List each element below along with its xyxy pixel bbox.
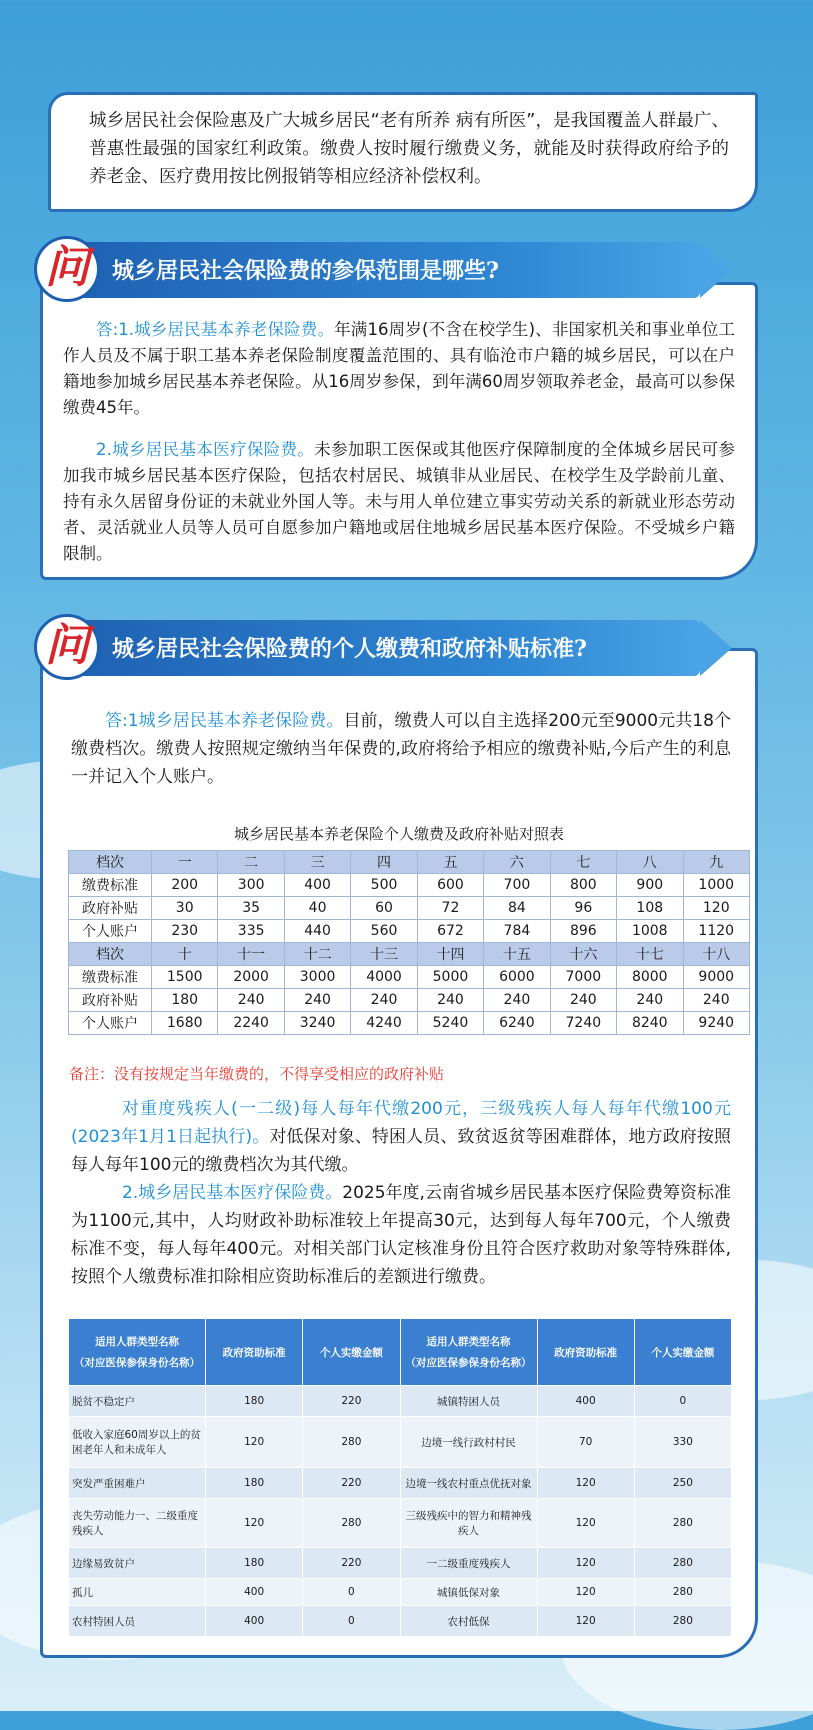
table-cell: 二 <box>218 851 284 874</box>
row-label: 档次 <box>69 943 152 966</box>
table-cell: 2240 <box>218 1012 284 1035</box>
table-cell: 240 <box>351 989 417 1012</box>
table-cell: 1008 <box>617 920 683 943</box>
table-cell: 330 <box>634 1417 731 1468</box>
table-cell: 672 <box>417 920 483 943</box>
table-cell: 四 <box>351 851 417 874</box>
header-cell: 政府资助标准 <box>537 1319 634 1386</box>
table-cell: 8000 <box>617 966 683 989</box>
table-cell: 三 <box>284 851 350 874</box>
pension-table-title: 城乡居民基本养老保险个人缴费及政府补贴对照表 <box>233 825 564 843</box>
table-cell: 220 <box>303 1386 400 1417</box>
table-cell: 7240 <box>550 1012 616 1035</box>
row-label: 缴费标准 <box>69 874 152 897</box>
table-cell: 120 <box>206 1499 303 1548</box>
table-cell: 280 <box>634 1548 731 1579</box>
table-cell: 108 <box>617 897 683 920</box>
table-cell: 240 <box>218 989 284 1012</box>
table-cell: 120 <box>537 1579 634 1606</box>
table-cell: 84 <box>484 897 550 920</box>
intro-box <box>48 92 758 212</box>
table-cell: 1680 <box>152 1012 218 1035</box>
table-header-row <box>69 1319 732 1386</box>
table-cell: 0 <box>303 1606 400 1637</box>
table-cell: 6240 <box>484 1012 550 1035</box>
table-cell: 300 <box>218 874 284 897</box>
table-cell: 1000 <box>683 874 750 897</box>
table-cell: 十三 <box>351 943 417 966</box>
medical-fee-body: 2025年度,云南省城乡居民基本医疗保险费筹资标准为1100元,其中，人均财政补助标准较上年提高30元，达到每人每年700元，个人缴费标准不变，每人每年400元。对相关部门认定核准身份且符合医疗救助对象等特殊群体,按照个人缴费标准扣除相应资助标准后的差额进行缴费。 <box>71 1183 731 1287</box>
table-cell: 丧失劳动能力一、二级重度残疾人 <box>69 1499 206 1548</box>
table-row <box>69 1012 750 1035</box>
table-cell: 30 <box>152 897 218 920</box>
table-cell: 9240 <box>683 1012 750 1035</box>
table-row <box>69 920 750 943</box>
table-row <box>69 851 750 874</box>
table-cell: 120 <box>206 1417 303 1468</box>
table-cell: 400 <box>206 1579 303 1606</box>
table-row <box>69 897 750 920</box>
row-label: 缴费标准 <box>69 966 152 989</box>
table-cell: 280 <box>634 1499 731 1548</box>
scope-medical-body: 未参加职工医保或其他医疗保障制度的全体城乡居民可参加我市城乡居民基本医疗保险，包括农村居民、城镇非从业居民、在校学生及学龄前儿童、持有永久居留身份证的未就业外国人等。未与用人单位建立事实劳动关系的新就业形态劳动者、灵活就业人员等人员可自愿参加户籍地或居住地城乡居民基本医疗保险。不受城乡户籍限制。 <box>63 440 736 563</box>
scope-pension-paragraph <box>63 317 735 421</box>
table-row <box>69 966 750 989</box>
table-cell: 500 <box>351 874 417 897</box>
table-cell: 城镇特困人员 <box>400 1386 537 1417</box>
table-row <box>69 1579 732 1606</box>
table-cell: 120 <box>683 897 750 920</box>
table-cell: 240 <box>683 989 750 1012</box>
table-cell: 6000 <box>484 966 550 989</box>
table-cell: 250 <box>634 1468 731 1499</box>
table-cell: 280 <box>634 1606 731 1637</box>
table-cell: 七 <box>550 851 616 874</box>
header-type-cell <box>400 1319 537 1386</box>
header-type-label: 适用人群类型名称 <box>95 1336 179 1348</box>
table-cell: 400 <box>537 1386 634 1417</box>
table-row <box>69 874 750 897</box>
table-cell: 180 <box>206 1468 303 1499</box>
table-cell: 3000 <box>284 966 350 989</box>
table-cell: 72 <box>417 897 483 920</box>
table-cell: 440 <box>284 920 350 943</box>
table-cell: 0 <box>634 1386 731 1417</box>
pension-table <box>68 850 750 1035</box>
header-type-label: 适用人群类型名称 <box>426 1336 511 1348</box>
table-cell: 560 <box>351 920 417 943</box>
table-cell: 低收入家庭60周岁以上的贫困老年人和未成年人 <box>69 1417 206 1468</box>
section-scope-title: 城乡居民社会保险费的参保范围是哪些? <box>112 258 499 284</box>
table-cell: 5000 <box>417 966 483 989</box>
table-cell: 五 <box>417 851 483 874</box>
table-row <box>69 943 750 966</box>
pension-fee-paragraph <box>71 707 731 791</box>
intro-text: 城乡居民社会保险惠及广大城乡居民“老有所养 病有所医”，是我国覆盖人群最广、普惠性最强的国家红利政策。缴费人按时履行缴费义务，就能及时获得政府给予的养老金、医疗费用按比例报销等相应经济补偿权利。 <box>89 111 729 187</box>
table-cell: 70 <box>537 1417 634 1468</box>
question-badge: 问 <box>34 236 100 302</box>
table-cell: 8240 <box>617 1012 683 1035</box>
table-row <box>69 989 750 1012</box>
table-cell: 六 <box>484 851 550 874</box>
table-cell: 十 <box>152 943 218 966</box>
table-cell: 180 <box>206 1548 303 1579</box>
pension-fee-body: 目前，缴费人可以自主选择200元至9000元共18个缴费档次。缴费人按照规定缴纳当年保费的,政府将给予相应的缴费补贴,今后产生的利息一并记入个人账户。 <box>71 711 732 787</box>
table-cell: 600 <box>417 874 483 897</box>
table-cell: 边境一线农村重点优抚对象 <box>400 1468 537 1499</box>
disabled-paragraph <box>71 1095 731 1179</box>
table-cell: 九 <box>683 851 750 874</box>
table-row <box>69 1548 732 1579</box>
table-cell: 280 <box>303 1417 400 1468</box>
table-cell: 城镇低保对象 <box>400 1579 537 1606</box>
disabled-body: 对低保对象、特困人员、致贫返贫等困难群体，地方政府按照每人每年100元的缴费档次为其代缴。 <box>71 1127 732 1175</box>
question-badge: 问 <box>34 614 100 680</box>
table-cell: 1500 <box>152 966 218 989</box>
table-cell: 60 <box>351 897 417 920</box>
table-cell: 十四 <box>417 943 483 966</box>
table-cell: 120 <box>537 1548 634 1579</box>
table-cell: 700 <box>484 874 550 897</box>
table-cell: 脱贫不稳定户 <box>69 1386 206 1417</box>
table-cell: 120 <box>537 1468 634 1499</box>
header-cell: 个人实缴金额 <box>303 1319 400 1386</box>
section-scope-header <box>40 242 700 298</box>
table-cell: 240 <box>617 989 683 1012</box>
table-note: 备注：没有按规定当年缴费的，不得享受相应的政府补贴 <box>69 1065 445 1083</box>
table-cell: 784 <box>484 920 550 943</box>
scope-medical-paragraph <box>63 437 735 567</box>
table-cell: 220 <box>303 1548 400 1579</box>
header-type-cell <box>69 1319 206 1386</box>
table-cell: 十二 <box>284 943 350 966</box>
table-cell: 孤儿 <box>69 1579 206 1606</box>
table-cell: 边境一线行政村村民 <box>400 1417 537 1468</box>
table-row <box>69 1386 732 1417</box>
header-cell: 政府资助标准 <box>206 1319 303 1386</box>
table-cell: 2000 <box>218 966 284 989</box>
section-scope-panel <box>40 282 758 580</box>
table-cell: 4240 <box>351 1012 417 1035</box>
table-cell: 三级残疾中的智力和精神残疾人 <box>400 1499 537 1548</box>
table-cell: 4000 <box>351 966 417 989</box>
table-cell: 7000 <box>550 966 616 989</box>
table-cell: 240 <box>284 989 350 1012</box>
table-row <box>69 1417 732 1468</box>
table-cell: 十六 <box>550 943 616 966</box>
table-cell: 1120 <box>683 920 750 943</box>
table-cell: 230 <box>152 920 218 943</box>
table-cell: 240 <box>417 989 483 1012</box>
table-cell: 5240 <box>417 1012 483 1035</box>
table-cell: 120 <box>537 1499 634 1548</box>
pension-fee-lead: 答:1城乡居民基本养老保险费。 <box>105 711 344 731</box>
row-label: 个人账户 <box>69 1012 152 1035</box>
disabled-lead: 对重度残疾人(一二级)每人每年代缴200元，三级残疾人每人每年代缴100元(2023年1月1日起执行)。 <box>71 1099 731 1147</box>
table-cell: 十八 <box>683 943 750 966</box>
table-cell: 400 <box>206 1606 303 1637</box>
table-row <box>69 1606 732 1637</box>
medical-fee-lead: 2.城乡居民基本医疗保险费。 <box>122 1183 343 1203</box>
table-cell: 335 <box>218 920 284 943</box>
table-cell: 突发严重困难户 <box>69 1468 206 1499</box>
scope-medical-lead: 2.城乡居民基本医疗保险费。 <box>96 440 315 459</box>
table-cell: 800 <box>550 874 616 897</box>
section-standard-title: 城乡居民社会保险费的个人缴费和政府补贴标准? <box>112 636 587 662</box>
header-type-sub-label: （对应医保参保身份名称） <box>405 1357 532 1369</box>
table-cell: 十五 <box>484 943 550 966</box>
scope-pension-lead: 答:1.城乡居民基本养老保险费。 <box>96 320 335 339</box>
table-cell: 农村低保 <box>400 1606 537 1637</box>
table-cell: 十一 <box>218 943 284 966</box>
table-cell: 十七 <box>617 943 683 966</box>
table-cell: 180 <box>152 989 218 1012</box>
table-cell: 一 <box>152 851 218 874</box>
table-cell: 八 <box>617 851 683 874</box>
table-cell: 280 <box>634 1579 731 1606</box>
table-cell: 240 <box>550 989 616 1012</box>
table-cell: 0 <box>303 1579 400 1606</box>
table-row <box>69 1499 732 1548</box>
table-cell: 280 <box>303 1499 400 1548</box>
table-row <box>69 1468 732 1499</box>
table-cell: 220 <box>303 1468 400 1499</box>
header-cell: 个人实缴金额 <box>634 1319 731 1386</box>
table-cell: 农村特困人员 <box>69 1606 206 1637</box>
section-standard-header <box>40 620 700 676</box>
table-cell: 896 <box>550 920 616 943</box>
header-type-sub-label: （对应医保参保身份名称） <box>74 1357 200 1369</box>
table-cell: 180 <box>206 1386 303 1417</box>
table-cell: 900 <box>617 874 683 897</box>
table-cell: 200 <box>152 874 218 897</box>
scope-pension-body: 年满16周岁(不含在校学生)、非国家机关和事业单位工作人员及不属于职工基本养老保险制度覆盖范围的、具有临沧市户籍的城乡居民，可以在户籍地参加城乡居民基本养老保险。从16周岁参保，到年满60周岁领取养老金，最高可以参保缴费45年。 <box>63 320 735 417</box>
row-label: 政府补贴 <box>69 897 152 920</box>
table-cell: 40 <box>284 897 350 920</box>
table-cell: 3240 <box>284 1012 350 1035</box>
table-cell: 边缘易致贫户 <box>69 1548 206 1579</box>
row-label: 档次 <box>69 851 152 874</box>
table-cell: 400 <box>284 874 350 897</box>
row-label: 个人账户 <box>69 920 152 943</box>
table-cell: 96 <box>550 897 616 920</box>
medical-fee-paragraph <box>71 1179 731 1291</box>
table-cell: 35 <box>218 897 284 920</box>
row-label: 政府补贴 <box>69 989 152 1012</box>
table-cell: 120 <box>537 1606 634 1637</box>
table-cell: 9000 <box>683 966 750 989</box>
table-cell: 一二级重度残疾人 <box>400 1548 537 1579</box>
table-cell: 240 <box>484 989 550 1012</box>
medical-subsidy-table <box>68 1318 732 1637</box>
